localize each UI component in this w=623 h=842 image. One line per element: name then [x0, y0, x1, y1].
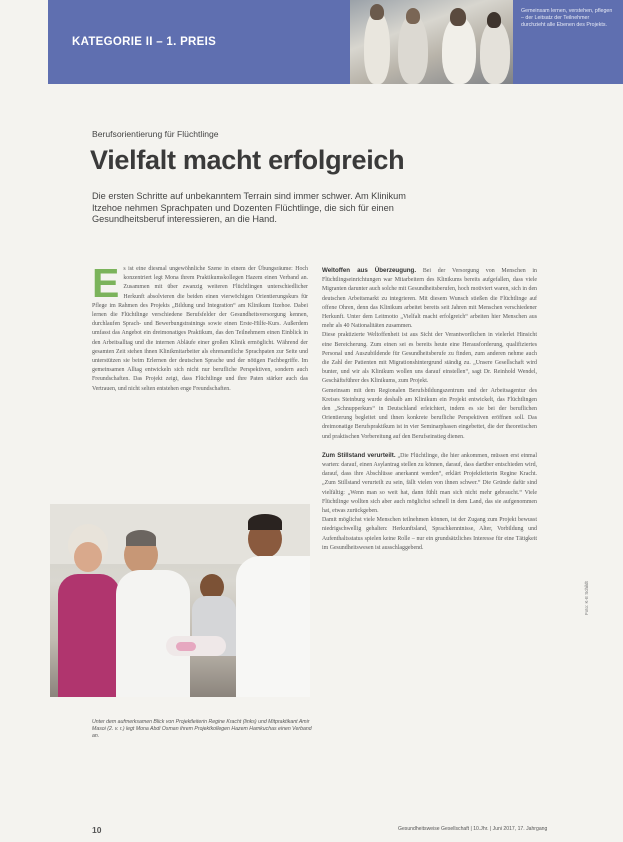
- category-title: KATEGORIE II – 1. PREIS: [72, 36, 217, 48]
- top-photo: [350, 0, 513, 84]
- section-text: Diese praktizierte Weltoffenheit ist aus Sicht der Verantwortlichen in vielerlei Hinsicht eine Bereicherung. Zum einen sei es bereits heute eine Herausforderung, qualifiziertes Personal und Auszubildende für Gesundheitsberufe zu finden, zum anderen nehme auch die Zahl der Patienten mit Migrationshintergrund ständig zu. „Unsere Gesellschaft wird bunter, und wir als Klinikum wollen uns darauf einstellen“, sagt Dr. Reinhold Wendel, Geschäftsführer des Klinikums, zum Projekt.: [322, 332, 537, 385]
- article-kicker: Berufsorientierung für Flüchtlinge: [92, 129, 219, 139]
- publication-footer: Gesundheitsweise Gesellschaft | 10.Jhr. | Juni 2017, 17. Jahrgang: [398, 826, 548, 832]
- left-column-text: s ist eine diesmal ungewöhnliche Szene in einem der Übungsräume: Hoch konzentriert legt Mona ihrem Praktikumskollegen Hazem einen Verband an. Zusammen mit über zwanzig weiteren Flüchtlingen unterschiedlicher Herkunft absolvieren die beiden einen vierwöchigen Orientierungskurs für Pflege im Rahmen des Projekts „Bildung und Integration“ am Klinikum Itzehoe. Dabei lernen die Flüchtlinge verschiedene Berufsfelder der Gesundheitsversorgung kennen, durchlaufen Sprach- und Bewerbungstrainings sowie einen Erste-Hilfe-Kurs. Außerdem umfasst das Angebot ein dreimonatiges Praktikum, das den Teilnehmern einen Einblick in den Arbeitsalltag und die internen Abläufe einer großen Klinik ermöglicht. Während der gesamten Zeit stehen ihnen Klinikmitarbeiter als ehrenamtliche Sprachpaten zur Seite und unterstützen sie beim Erlernen der deutschen Sprache und der nötigen Fachbegriffe. Im gemeinsamen Alltag entwickeln sich nicht nur berufliche Perspektiven, sondern auch Freundschaften. Das Projekt zeigt, dass Flüchtlinge und ihre Paten stärker auch das Vertrauen, und nicht selten entstehen enge Freundschaften.: [92, 266, 308, 392]
- article-column-right: [322, 266, 537, 553]
- category-banner: [48, 0, 350, 84]
- section-text: „Die Flüchtlinge, die hier ankommen, müssen erst einmal warten: darauf, einen Asylantrag stellen zu können, darauf, dass darüber entschieden wird, darauf, dass ihre Abschlüsse anerkannt werden“, erklärt Projektleiterin Regine Kracht. „Zum Stillstand verurteilt zu sein, fällt vielen von ihnen schwer.“ Die Gründe dafür sind vielfältig: „Wenn man so weit hat, dann fühlt man sich nicht mehr gebraucht.“ Viele Flüchtlinge wollten sich aber auch möglichst schnell in dem Land, das sie aufgenommen hat, etwas zurückgeben.: [322, 452, 537, 515]
- right-section: [322, 331, 537, 386]
- article-headline: Vielfalt macht erfolgreich: [90, 145, 405, 175]
- section-text: Bei der Versorgung von Menschen in Flüchtlingseinrichtungen war Mitarbeitern des Klinikums bereits aufgefallen, dass viele Migranten darunter auch solche mit Gesundheitsberufen, hoch motiviert waren, sich in den deutschen Arbeitsmarkt zu integrieren. Mit diesem Wunsch stießen die Flüchtlinge auf offene Ohren, denn das Klinikum arbeitet bereits seit Jahren mit Menschen verschiedener Herkunft. Unter dem Leitmotto „Vielfalt macht erfolgreich“ arbeiten hier Menschen aus mehr als 40 Nationalitäten zusammen.: [322, 268, 537, 330]
- section-heading: Weltoffen aus Überzeugung.: [322, 267, 417, 274]
- drop-cap: E: [92, 260, 120, 306]
- section-heading: Zum Stillstand verurteilt.: [322, 451, 396, 459]
- section-text: Damit möglichst viele Menschen teilnehmen können, ist der Zugang zum Projekt bewusst niedrigschwellig gehalten: Herkunftsland, Sprachkenntnisse, Alter, Vorbildung und Aufenthaltsstatus spielen keine Rolle – nur ein grundsätzliches Interesse für eine Tätigkeit im Gesundheitswesen ist ausschlaggebend.: [322, 517, 537, 551]
- top-photo-caption: Gemeinsam lernen, verstehen, pflegen – der Leitsatz der Teilnehmer durchzieht alle Ebenen des Projekts.: [521, 8, 613, 28]
- right-section: [322, 516, 537, 553]
- article-lead: Die ersten Schritte auf unbekanntem Terrain sind immer schwer. Am Klinikum Itzehoe nehmen Sprachpaten und Dozenten Flüchtlinge, die sich für einen Gesundheitsberuf interessieren, an die Hand.: [92, 191, 406, 224]
- main-photo: [50, 504, 310, 697]
- page-number: 10: [92, 825, 102, 835]
- top-caption-box: [513, 0, 623, 84]
- photo-caption: Unter dem aufmerksamen Blick von Projektleiterin Regine Kracht (links) und Mitpraktikant Amir Masoi (2. v. r.) legt Mona Abdi Osman ihrem Projektkollegen Hazem Hamkuchas einen Verband an.: [92, 719, 312, 739]
- section-text: Gemeinsam mit dem Regionalen Berufsbildungszentrum und der Arbeitsagentur des Kreises Steinburg wurde deshalb am Klinikum ein Projekt entwickelt, das Flüchtlingen den „Schnupperkurs“ in Deutschland erleichtert, indem es sie bei der beruflichen Orientierung begleitet und ihnen konkrete berufliche Perspektiven eröffnen soll. Das dreimonatige Berufspraktikum ist in vier Seminarphasen eingebettet, die der theoretischen und praktischen Vorbereitung auf den Berufseinstieg dienen.: [322, 387, 537, 440]
- article-column-left: [92, 260, 308, 394]
- right-section: [322, 387, 537, 442]
- right-section: [322, 451, 537, 516]
- photo-credit: Foto: K-E Schildt: [584, 581, 589, 615]
- right-section: [322, 266, 537, 331]
